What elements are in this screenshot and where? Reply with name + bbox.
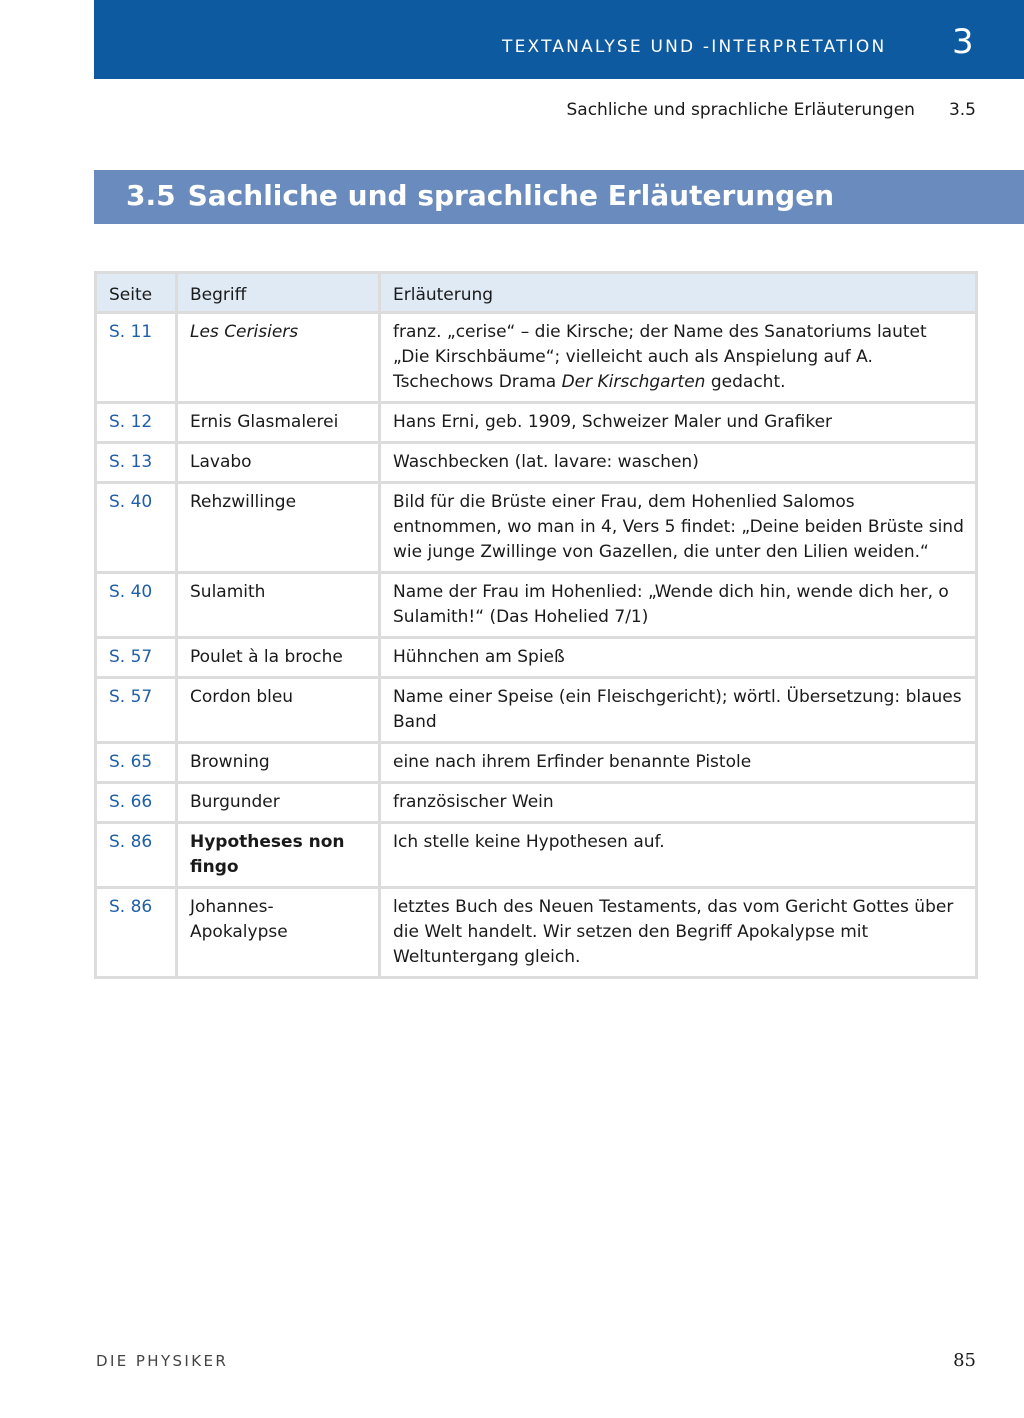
explanation-text: Ich stelle keine Hypothesen auf.	[393, 832, 665, 852]
header-cell-term: Begriff	[177, 273, 380, 313]
table-body	[96, 313, 977, 978]
explanation-cell	[380, 638, 977, 678]
table-header-row	[96, 273, 977, 313]
explanation-cell	[380, 888, 977, 978]
page-ref-cell: S. 40	[96, 573, 177, 638]
page-ref-cell: S. 40	[96, 483, 177, 573]
term-cell: Cordon bleu	[177, 678, 380, 743]
section-number: 3.5	[126, 179, 176, 212]
explanation-text: Hans Erni, geb. 1909, Schweizer Maler und Grafiker	[393, 412, 833, 432]
page-ref-cell: S. 66	[96, 783, 177, 823]
footer-page-number: 85	[953, 1350, 976, 1371]
page-ref-cell: S. 12	[96, 403, 177, 443]
table-row	[96, 483, 977, 573]
table-row	[96, 403, 977, 443]
table-row	[96, 743, 977, 783]
section-title	[126, 179, 834, 212]
explanation-text: französischer Wein	[393, 792, 554, 812]
chapter-number: 3	[952, 22, 974, 62]
explanation-text: Name einer Speise (ein Fleischgericht); wörtl. Übersetzung: blaues Band	[393, 687, 962, 732]
section-title-text: Sachliche und sprachliche Erläuterungen	[187, 179, 835, 212]
explanation-text: franz. „cerise“ – die Kirsche; der Name des Sanatoriums lautet „Die Kirschbäume“; vielleicht auch als Anspielung auf A. Tschechows Drama	[393, 322, 927, 392]
table-row	[96, 678, 977, 743]
term-cell: Les Cerisiers	[177, 313, 380, 403]
header-cell-explanation: Erläuterung	[380, 273, 977, 313]
subheader-number: 3.5	[948, 100, 976, 120]
page-ref-cell: S. 65	[96, 743, 177, 783]
page-ref-cell: S. 57	[96, 678, 177, 743]
term-cell: Sulamith	[177, 573, 380, 638]
subheader-title: Sachliche und sprachliche Erläuterungen	[566, 100, 915, 120]
explanation-cell	[380, 573, 977, 638]
glossary-table	[94, 271, 978, 979]
header-cell-page: Seite	[96, 273, 177, 313]
explanation-text: eine nach ihrem Erfinder benannte Pistole	[393, 752, 752, 772]
explanation-text: Waschbecken (lat. lavare: waschen)	[393, 452, 699, 472]
explanation-cell	[380, 743, 977, 783]
page-ref-cell: S. 86	[96, 888, 177, 978]
table-row	[96, 783, 977, 823]
explanation-text: Der Kirschgarten	[561, 372, 706, 392]
explanation-cell	[380, 443, 977, 483]
explanation-text: letztes Buch des Neuen Testaments, das vom Gericht Gottes über die Welt handelt. Wir setzen den Begriff Apokalypse mit Weltuntergang gleich.	[393, 897, 954, 967]
explanation-cell	[380, 678, 977, 743]
term-cell: Johannes-Apokalypse	[177, 888, 380, 978]
table-row	[96, 823, 977, 888]
chapter-title: TEXTANALYSE UND -INTERPRETATION	[502, 37, 887, 57]
term-cell: Lavabo	[177, 443, 380, 483]
footer-book-title: DIE PHYSIKER	[96, 1352, 229, 1370]
explanation-text: gedacht.	[705, 372, 786, 392]
running-subheader	[567, 100, 977, 120]
section-heading-band	[94, 170, 1024, 224]
table-row	[96, 573, 977, 638]
page-ref-cell: S. 11	[96, 313, 177, 403]
page-ref-cell: S. 57	[96, 638, 177, 678]
explanation-cell	[380, 483, 977, 573]
term-cell: Poulet à la broche	[177, 638, 380, 678]
page-ref-cell: S. 86	[96, 823, 177, 888]
page-ref-cell: S. 13	[96, 443, 177, 483]
chapter-header-bar	[94, 0, 1024, 79]
term-cell: Ernis Glasmalerei	[177, 403, 380, 443]
term-cell: Browning	[177, 743, 380, 783]
explanation-cell	[380, 313, 977, 403]
table-row	[96, 313, 977, 403]
explanation-cell	[380, 823, 977, 888]
table-row	[96, 443, 977, 483]
term-cell: Hypotheses non fingo	[177, 823, 380, 888]
explanation-text: Bild für die Brüste einer Frau, dem Hohenlied Salomos entnommen, wo man in 4, Vers 5 findet: „Deine beiden Brüste sind wie junge Zwillinge von Gazellen, die unter den Lilien weiden.“	[393, 492, 964, 562]
table-row	[96, 638, 977, 678]
explanation-cell	[380, 783, 977, 823]
table-row	[96, 888, 977, 978]
explanation-text: Hühnchen am Spieß	[393, 647, 565, 667]
explanation-cell	[380, 403, 977, 443]
explanation-text: Name der Frau im Hohenlied: „Wende dich hin, wende dich her, o Sulamith!“ (Das Hohelied 7/1)	[393, 582, 949, 627]
term-cell: Burgunder	[177, 783, 380, 823]
term-cell: Rehzwillinge	[177, 483, 380, 573]
